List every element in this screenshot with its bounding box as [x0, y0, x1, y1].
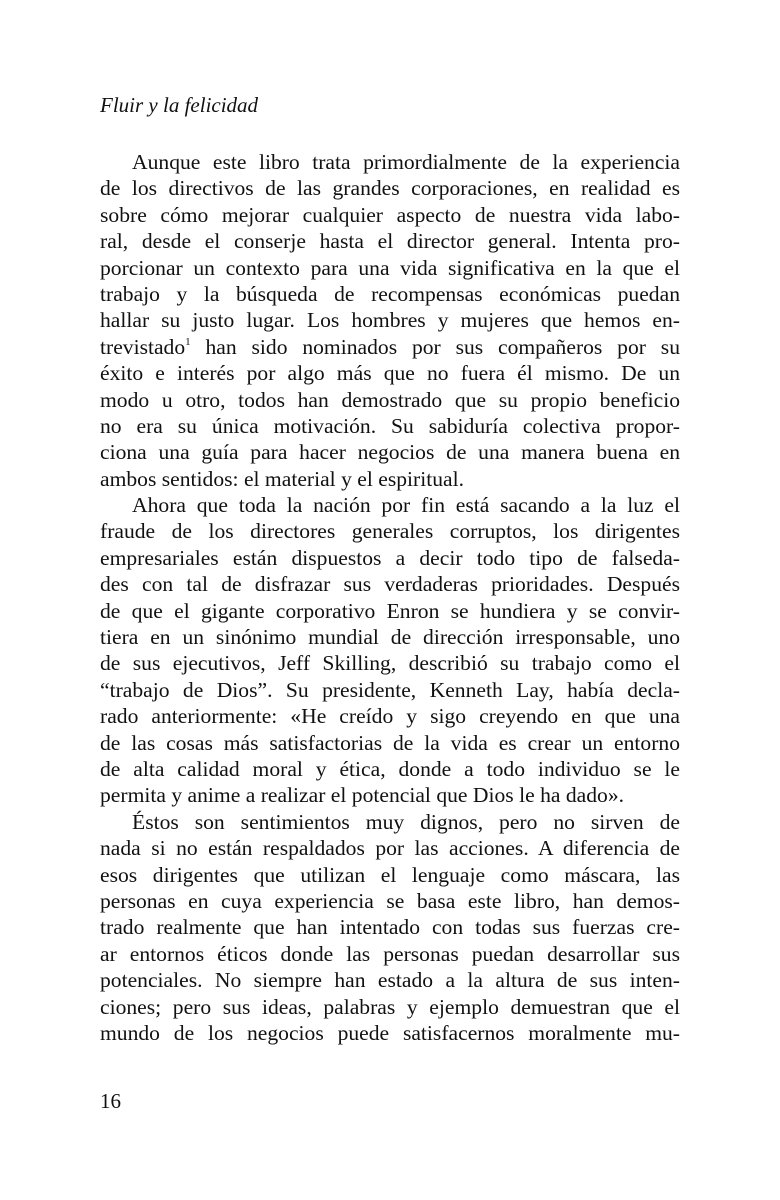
- text-line: esos dirigentes que utilizan el lenguaje como máscara, las: [100, 862, 680, 887]
- text-line: Éstos son sentimientos muy dignos, pero no sirven de: [132, 809, 680, 834]
- text-line: potenciales. No siempre han estado a la altura de sus inten-: [100, 968, 680, 993]
- text-line: éxito e interés por algo más que no fuera él mismo. De un: [100, 361, 680, 386]
- text-line: modo u otro, todos han demostrado que su propio beneficio: [100, 387, 680, 412]
- text-line: sobre cómo mejorar cualquier aspecto de nuestra vida labo-: [100, 202, 680, 227]
- text-line: personas en cuya experiencia se basa este libro, han demos-: [100, 888, 680, 913]
- text-line: mundo de los negocios puede satisfacernos moralmente mu-: [100, 1020, 680, 1045]
- text-line: tiera en un sinónimo mundial de dirección irresponsable, uno: [100, 625, 680, 650]
- text-line: hallar su justo lugar. Los hombres y mujeres que hemos en-: [100, 308, 680, 333]
- text-fragment: han sido nominados por sus compañeros por su: [190, 334, 680, 359]
- text-line: “trabajo de Dios”. Su presidente, Kenneth Lay, había decla-: [100, 677, 680, 702]
- text-fragment: trevistado: [100, 334, 186, 359]
- body-text: [100, 149, 680, 1046]
- running-head: Fluir y la felicidad: [100, 93, 259, 117]
- text-line: ambos sentidos: el material y el espiritual.: [100, 466, 465, 491]
- text-line: empresariales están dispuestos a decir todo tipo de falseda-: [100, 545, 680, 570]
- text-line: trabajo y la búsqueda de recompensas económicas puedan: [100, 281, 680, 306]
- text-line: rado anteriormente: «He creído y sigo creyendo en que una: [100, 704, 680, 729]
- text-line: permita y anime a realizar el potencial que Dios le ha dado».: [100, 783, 625, 808]
- text-line: de los directivos de las grandes corporaciones, en realidad es: [100, 176, 680, 201]
- text-line: Ahora que toda la nación por fin está sacando a la luz el: [132, 493, 680, 518]
- text-line: des con tal de disfrazar sus verdaderas prioridades. Después: [100, 572, 680, 597]
- text-line: de alta calidad moral y ética, donde a todo individuo se le: [100, 756, 680, 781]
- footnote-marker[interactable]: 1: [185, 335, 191, 348]
- text-line: de sus ejecutivos, Jeff Skilling, describió su trabajo como el: [100, 651, 680, 676]
- text-line-with-footnote: [100, 334, 680, 360]
- text-line: ral, desde el conserje hasta el director general. Intenta pro-: [100, 229, 680, 254]
- page-number: 16: [100, 1089, 121, 1113]
- text-line: fraude de los directores generales corruptos, los dirigentes: [100, 519, 680, 544]
- text-line: de que el gigante corporativo Enron se hundiera y se convir-: [100, 598, 680, 623]
- text-line: ar entornos éticos donde las personas puedan desarrollar sus: [100, 941, 680, 966]
- text-line: porcionar un contexto para una vida significativa en la que el: [100, 255, 680, 280]
- text-line: de las cosas más satisfactorias de la vida es crear un entorno: [100, 730, 680, 755]
- text-line: trado realmente que han intentado con todas sus fuerzas cre-: [100, 915, 680, 940]
- text-line: nada si no están respaldados por las acciones. A diferencia de: [100, 836, 680, 861]
- text-line: ciona una guía para hacer negocios de una manera buena en: [100, 440, 680, 465]
- text-line: Aunque este libro trata primordialmente de la experiencia: [132, 150, 680, 174]
- text-line: no era su única motivación. Su sabiduría colectiva propor-: [100, 413, 680, 438]
- text-line: ciones; pero sus ideas, palabras y ejemplo demuestran que el: [100, 994, 680, 1019]
